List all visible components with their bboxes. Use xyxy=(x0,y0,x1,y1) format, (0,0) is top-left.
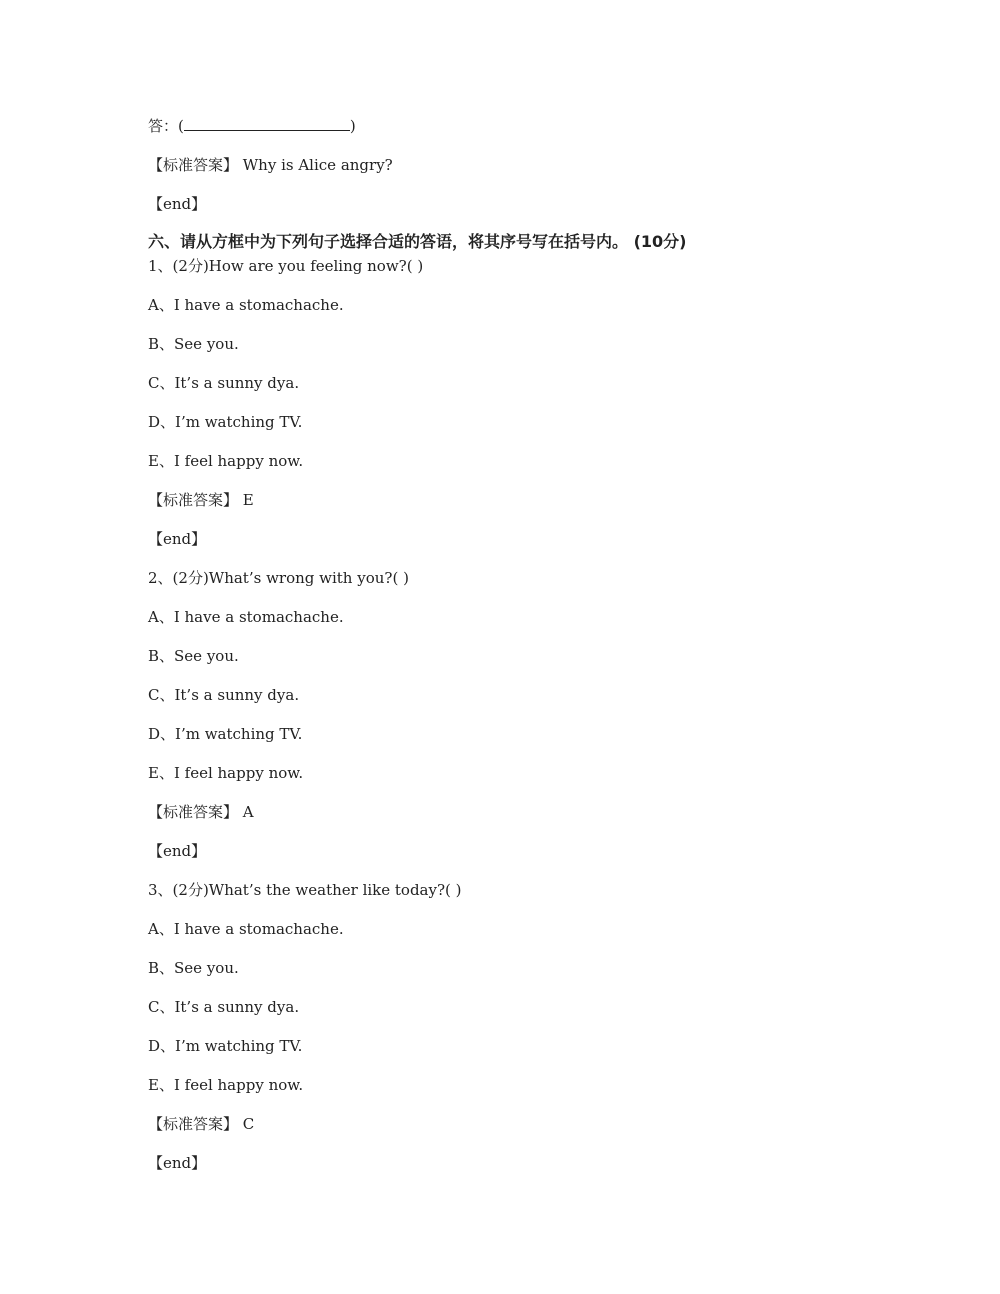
question-block xyxy=(148,256,908,568)
option-d: D、I’m watching TV. xyxy=(148,413,303,431)
question-stem: 3、(2分)What’s the weather like today?( ) xyxy=(148,881,462,899)
option-b: B、See you. xyxy=(148,959,239,977)
standard-answer: 【标准答案】 Why is Alice angry? xyxy=(148,156,393,174)
answer-prefix: 答：( xyxy=(148,117,184,135)
option-d: D、I’m watching TV. xyxy=(148,1037,303,1055)
question-block xyxy=(148,880,908,1173)
option-b: B、See you. xyxy=(148,335,239,353)
option-a: A、I have a stomachache. xyxy=(148,296,344,314)
question-stem: 2、(2分)What’s wrong with you?( ) xyxy=(148,569,409,587)
option-e: E、I feel happy now. xyxy=(148,452,304,470)
option-c: C、It’s a sunny dya. xyxy=(148,998,300,1016)
answer-blank[interactable] xyxy=(184,116,350,131)
end-marker: 【end】 xyxy=(148,842,207,860)
option-a: A、I have a stomachache. xyxy=(148,608,344,626)
section-heading: 六、请从方框中为下列句子选择合适的答语，将其序号写在括号内。 (10分) xyxy=(148,232,687,251)
option-c: C、It’s a sunny dya. xyxy=(148,686,300,704)
question-stem: 1、(2分)How are you feeling now?( ) xyxy=(148,257,424,275)
option-c: C、It’s a sunny dya. xyxy=(148,374,300,392)
answer-line xyxy=(148,116,908,136)
option-b: B、See you. xyxy=(148,647,239,665)
option-a: A、I have a stomachache. xyxy=(148,920,344,938)
end-marker: 【end】 xyxy=(148,1154,207,1172)
option-d: D、I’m watching TV. xyxy=(148,725,303,743)
answer-suffix: ) xyxy=(349,117,356,135)
option-e: E、I feel happy now. xyxy=(148,764,304,782)
question-block xyxy=(148,568,908,880)
document-page xyxy=(148,116,908,1173)
standard-answer: 【标准答案】 A xyxy=(148,803,254,821)
end-marker: 【end】 xyxy=(148,195,207,213)
standard-answer: 【标准答案】 C xyxy=(148,1115,255,1133)
end-marker: 【end】 xyxy=(148,530,207,548)
standard-answer: 【标准答案】 E xyxy=(148,491,254,509)
option-e: E、I feel happy now. xyxy=(148,1076,304,1094)
